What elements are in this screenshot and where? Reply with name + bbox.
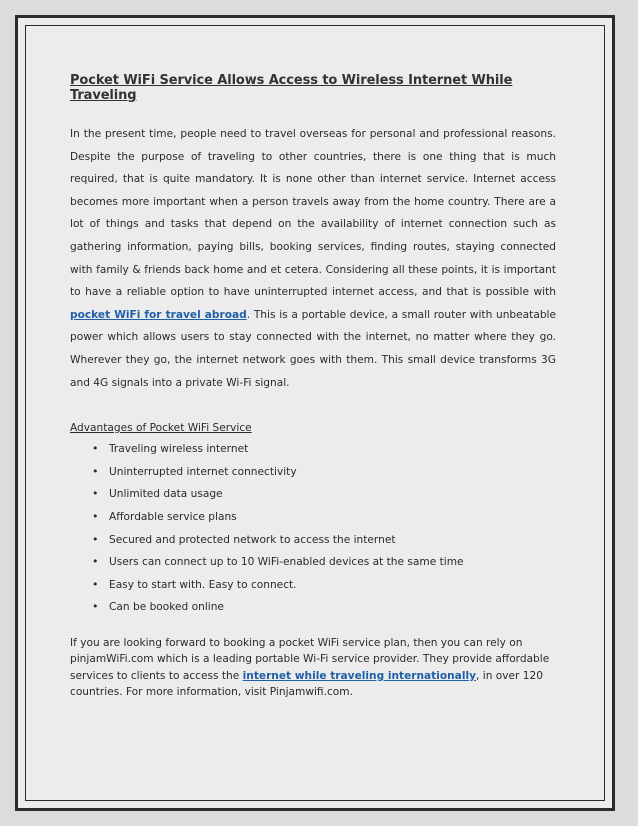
- bullet-icon: •: [92, 577, 99, 591]
- list-item-text: Unlimited data usage: [109, 488, 223, 501]
- list-item: [92, 574, 556, 597]
- list-item-text: Uninterrupted internet connectivity: [109, 465, 297, 478]
- pocket-wifi-travel-abroad-link[interactable]: pocket WiFi for travel abroad: [70, 308, 247, 321]
- document-title: Pocket WiFi Service Allows Access to Wireless Internet While Traveling: [70, 73, 513, 103]
- bullet-icon: •: [92, 555, 99, 569]
- list-item: [92, 483, 556, 506]
- intro-paragraph: [70, 123, 556, 394]
- bullet-icon: •: [92, 487, 99, 501]
- advantages-list: [92, 438, 556, 619]
- list-item-text: Users can connect up to 10 WiFi-enabled devices at the same time: [109, 556, 464, 569]
- bullet-icon: •: [92, 464, 99, 478]
- intro-text-after-link: . This is a portable device, a small router with unbeatable power which allows users to stay connected with the internet, no matter where they go. Wherever they go, the internet network goes with them. This small device transforms 3G and 4G signals into a private Wi-Fi signal.: [70, 308, 557, 389]
- list-item-text: Can be booked online: [109, 601, 224, 614]
- closing-paragraph: [70, 635, 556, 701]
- list-item: [92, 438, 556, 461]
- list-item: [92, 461, 556, 484]
- list-item: [92, 506, 556, 529]
- list-item-text: Secured and protected network to access the internet: [109, 533, 396, 546]
- list-item: [92, 529, 556, 552]
- internet-while-traveling-link[interactable]: internet while traveling internationally: [242, 669, 477, 682]
- list-item: [92, 551, 556, 574]
- list-item: [92, 596, 556, 619]
- intro-text-before-link: In the present time, people need to travel overseas for personal and professional reasons. Despite the purpose of traveling to other countries, there is one thing that is much required, that is quite mandatory. It is none other than internet service. Internet access becomes more important when a person travels away from the home country. There are a lot of things and tasks that depend on the availability of internet connection such as gathering information, paying bills, booking services, finding routes, staying connected with family & friends back home and et cetera. Considering all these points, it is important to have a reliable option to have uninterrupted internet access, and that is possible with: [70, 128, 556, 299]
- document-body: [70, 73, 556, 701]
- closing-text-after-link: , in over 120 countries. For more information, visit Pinjamwifi.com.: [70, 669, 543, 699]
- bullet-icon: •: [92, 600, 99, 614]
- bullet-icon: •: [92, 509, 99, 523]
- list-item-text: Affordable service plans: [109, 510, 237, 523]
- list-item-text: Traveling wireless internet: [109, 443, 249, 456]
- bullet-icon: •: [92, 532, 99, 546]
- advantages-heading: Advantages of Pocket WiFi Service: [70, 422, 252, 435]
- list-item-text: Easy to start with. Easy to connect.: [109, 578, 297, 591]
- document-page: [15, 15, 615, 811]
- bullet-icon: •: [92, 442, 99, 456]
- closing-text-before-link: If you are looking forward to booking a pocket WiFi service plan, then you can rely on pinjamWiFi.com which is a leading portable Wi-Fi service provider. They provide affordable services to clients to access the: [70, 636, 550, 682]
